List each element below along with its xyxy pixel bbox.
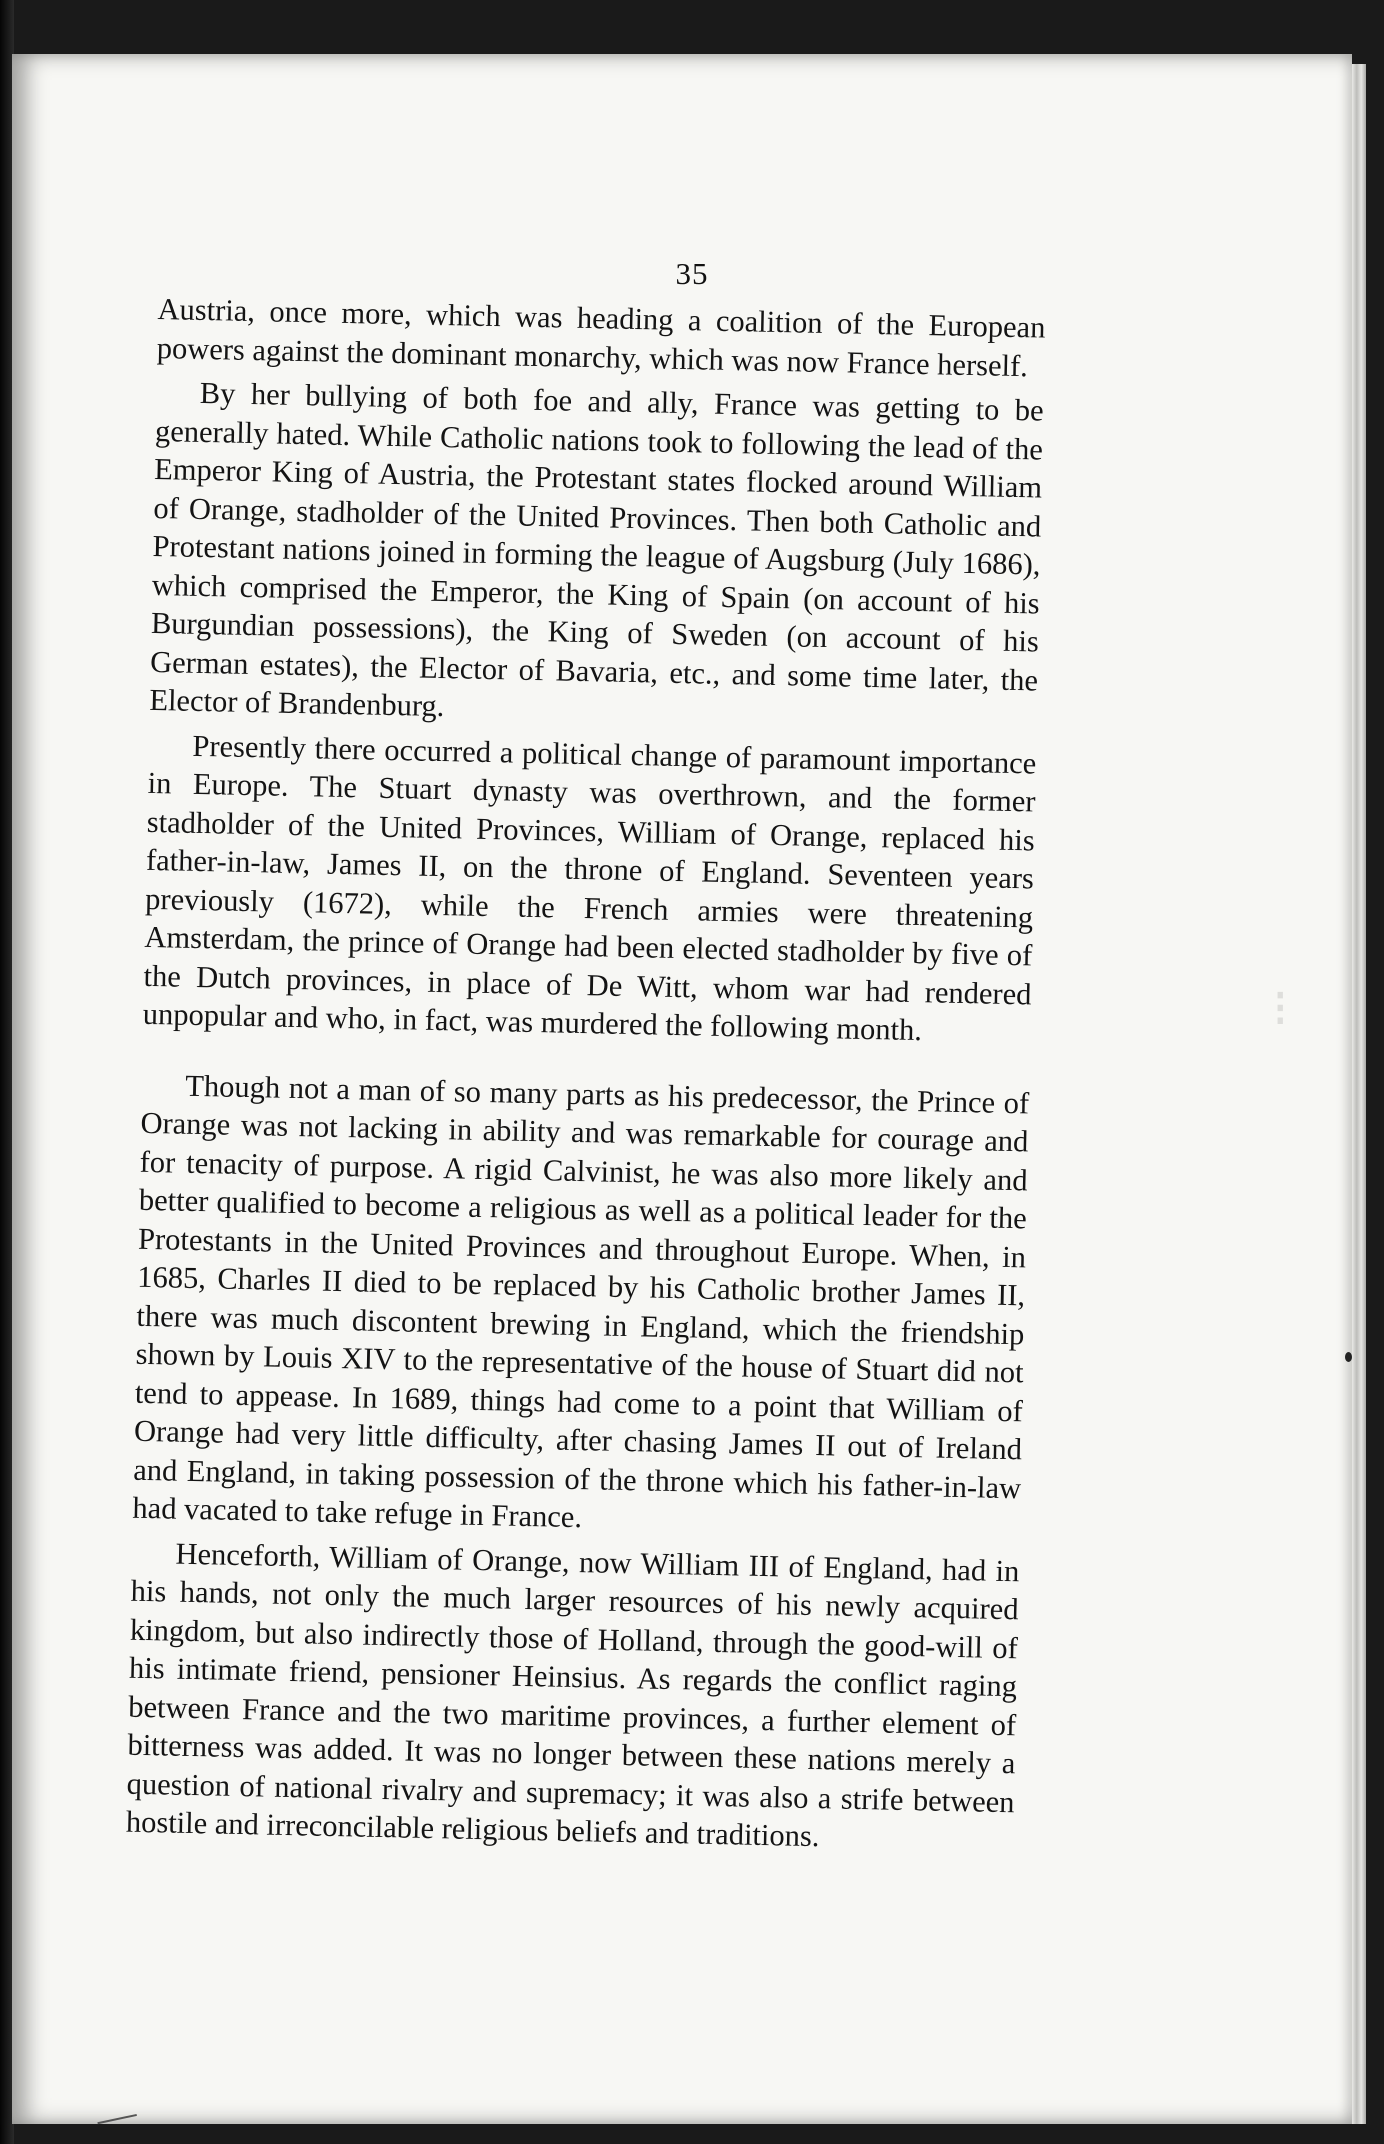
paragraph-5: Henceforth, William of Orange, now William III of England, had in his hands, not only the much larger resources of his newly acquired kingdom, but also indirectly those of Holland, through the good-will of his intimate friend, pensioner Heinsius. As regards the conflict raging between France and the two maritime provinces, a further element of bitterness was added. It was no longer between these nations merely a question of national rivalry and supremacy; it was also a strife between hostile and irreconcilable religious beliefs and traditions. [125,1536,1020,1854]
paragraph-3: Presently there occurred a political change of paramount importance in Europe. The Stuart dynasty was overthrown, and the former stadholder of the United Provinces, William of Orange, replaced his father-in-law, James II, on the throne of England. Seventeen years previously (1672), while the French armies were threatening Amsterdam, the prince of Orange had been elected stadholder by five of the Dutch provinces, in place of De Witt, whom war had rendered unpopular and who, in fact, was murdered the following month. [142,728,1037,1048]
body-text [125,290,1045,1866]
paragraph-1: Austria, once more, which was heading a coalition of the European powers against the dominant monarchy, which was now France herself. [156,291,1046,383]
page-edge-stack [1352,64,1366,2124]
paragraph-2: By her bullying of both foe and ally, France was getting to be generally hated. While Catholic nations took to following the lead of the Emperor King of Austria, the Protestant states flocked around William of Orange, stadholder of the United Provinces. Then both Catholic and Protestant nations joined in forming the league of Augsburg (July 1686), which comprised the Emperor, the King of Spain (on account of his Burgundian possessions), the King of Sweden (on account of his German estates), the Elector of Bavaria, etc., and some time later, the Elector of Brandenburg. [149,375,1045,724]
paragraph-4: Though not a man of so many parts as his predecessor, the Prince of Orange was not lacking in ability and was remarkable for courage and for tenacity of purpose. A rigid Calvinist, he was also more likely and better qualified to become a religious as well as a political leader for the Protestants in the United Provinces and throughout Europe. When, in 1685, Charles II died to be replaced by his Catholic brother James II, there was much discontent brewing in England, which the friendship shown by Louis XIV to the representative of the house of Stuart did not tend to appease. In 1689, things had come to a point that William of Orange had very little difficulty, after chasing James II out of Ireland and England, in taking possession of the throne which his father-in-law had vacated to take refuge in France. [132,1068,1030,1535]
page-number: 35 [675,256,709,291]
show-through-mark: ⁝ [1272,981,1289,1038]
ink-dot [1345,1352,1352,1362]
